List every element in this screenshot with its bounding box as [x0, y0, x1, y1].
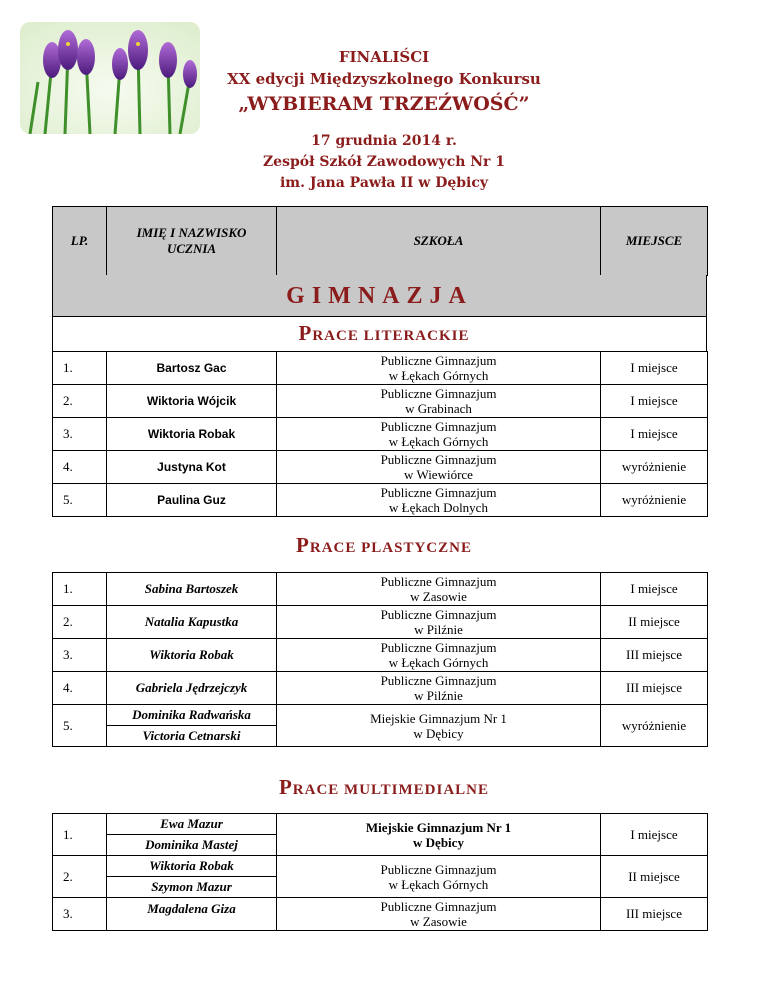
table-plastyczne: [52, 572, 708, 747]
table-row: 3. Wiktoria Robak Publiczne Gimnazjum w Łękach Górnych I miejsce: [53, 418, 708, 451]
table-row: 3. Wiktoria Robak Publiczne Gimnazjum w Łękach Górnych III miejsce: [53, 639, 708, 672]
table-row: 1. Bartosz Gac Publiczne Gimnazjum w Łękach Górnych I miejsce: [53, 352, 708, 385]
table-row: 2. Natalia Kapustka Publiczne Gimnazjum w Pilźnie II miejsce: [53, 606, 708, 639]
section-title-multimedialne: PRACE MULTIMEDIALNE: [278, 775, 490, 799]
category-band: [52, 275, 707, 317]
table-header: [52, 206, 708, 276]
table-row: 3. Magdalena Giza Publiczne Gimnazjum w Zasowie III miejsce: [53, 898, 708, 931]
table-row: 4. Justyna Kot Publiczne Gimnazjum w Wiewiórce wyróżnienie: [53, 451, 708, 484]
header-date: 17 grudnia 2014 r.: [311, 133, 457, 149]
table-row: 1. Sabina Bartoszek Publiczne Gimnazjum w Zasowie I miejsce: [53, 573, 708, 606]
col-lp: LP.: [53, 207, 107, 276]
section-title-plastyczne: PRACE PLASTYCZNE: [296, 533, 472, 557]
header-patron: im. Jana Pawła II w Dębicy: [279, 175, 489, 191]
section-title-literackie: PRACE LITERACKIE: [298, 321, 470, 345]
col-name: IMIĘ I NAZWISKO UCZNIA: [107, 207, 277, 276]
table-multimedialne: [52, 813, 708, 931]
table-row: 2. Wiktoria Wójcik Publiczne Gimnazjum w Grabinach I miejsce: [53, 385, 708, 418]
table-row: 2. Wiktoria Robak Publiczne Gimnazjum w Łękach Górnych II miejsce: [53, 856, 708, 877]
table-row: 5. Dominika Radwańska Miejskie Gimnazjum Nr 1 w Dębicy wyróżnienie: [53, 705, 708, 726]
col-school: SZKOŁA: [277, 207, 601, 276]
table-row: Szymon Mazur: [53, 877, 708, 898]
table-literackie: [52, 351, 708, 517]
header-contest-name: „WYBIERAM TRZEŹWOŚĆ”: [238, 93, 530, 115]
table-row: Dominika Mastej: [53, 835, 708, 856]
category-title: GIMNAZJA: [286, 283, 473, 309]
table-row: 4. Gabriela Jędrzejczyk Publiczne Gimnazjum w Pilźnie III miejsce: [53, 672, 708, 705]
header-school: Zespół Szkół Zawodowych Nr 1: [262, 154, 506, 170]
table-row: 5. Paulina Guz Publiczne Gimnazjum w Łękach Dolnych wyróżnienie: [53, 484, 708, 517]
col-place: MIEJSCE: [601, 207, 708, 276]
header-finalisci: FINALIŚCI: [338, 48, 430, 66]
table-row: Victoria Cetnarski: [53, 726, 708, 747]
table-row: 1. Ewa Mazur Miejskie Gimnazjum Nr 1 w Dębicy I miejsce: [53, 814, 708, 835]
header-edition: XX edycji Międzyszkolnego Konkursu: [227, 70, 541, 88]
